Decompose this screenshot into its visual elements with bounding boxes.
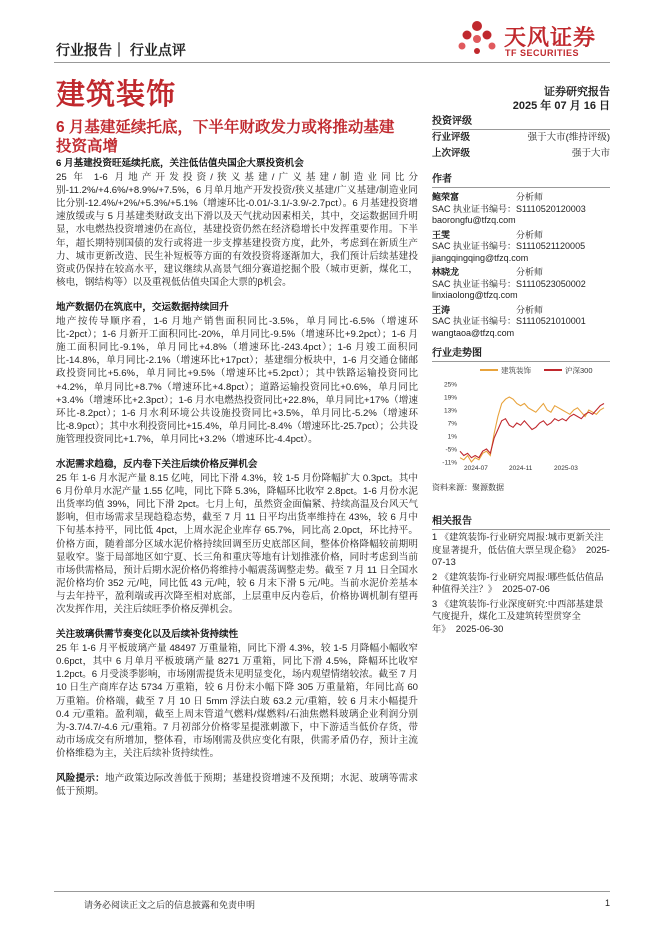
risk-body: 地产政策边际改善低于预期；基建投资增速不及预期；水泥、玻璃等需求低于预期。: [56, 773, 419, 798]
section-body: 地产按传导顺序看，1-6 月地产销售面积同比-3.5%，单月同比-6.5%（增速环比-2pct）；1-6 月新开工面积同比-20%，单月同比-9.5%（增速环比+9.2pct）；1-6 月施工面积同比-9.1%，单月同比+4.8%（增速环比-243.4pct）；1-6 月竣工面积同比-14.8%，单月同比-2.1%（增速环比+17pct）；基建细分板块中，1-6 月交通仓储邮政投资同比+5.6%，单月同比+9.5%（增速环比+5.2pct）；其中铁路运输投资同比+4.2%，单月同比+8.7%（增速环比+4.8pct）；道路运输投资同比+0.6%，单月同比+3.4%（增速环比+2.3pct）；1-6 月水电燃热投资同比+22.8%，单月同比+17%（增速环比-8.2pct）；1-6 月水利环境公共设施投资同比+3.5%，单月同比-5.2%（增速环比-8.9pct）；其中水利投资同比+15.4%，单月同比-8.4%（增速环比-25.7pct）；公共设施管理投资同比+1.7%，单月同比+3.2%（增速环比-4.4pct）。: [56, 316, 418, 445]
section-heading: 关注玻璃供需节奏变化以及后续补货持续性: [56, 629, 239, 641]
section-4: [56, 628, 418, 760]
related-report-date: 2025-07-13: [432, 544, 610, 567]
trend-chart-svg: [432, 362, 610, 478]
risk-section: [56, 772, 418, 798]
related-report-title[interactable]: 3 《建筑装饰-行业深度研究:中西部基建景气度提升，煤化工及建筑转型贯穿全年》: [432, 598, 604, 634]
section-body: 25 年 1-6 月平板玻璃产量 48497 万重量箱，同比下滑 4.3%，较 1-5 月降幅小幅收窄 0.6pct，其中 6 月单月平板玻璃产量 8271 万重箱，同比下滑 4.5%，降幅环比收窄 1.2pct。6 月受淡季影响，市场刚需提货未见明显变化，场内观望情绪较浓。截至 7 月 10 日生产商库存达 5734 万重箱，较 6 月份末小幅下降 305 万重量箱，年同比高 60 万重箱。价格端，截至 7 月 10 日 5mm 浮法白玻 63.2 元/重箱，较 6 月末小幅提升 0.4 元/重箱。盈利端，截至上周末管道气燃料/煤燃料/石油焦燃料玻璃企业利润分别为-3.7/4.7/-4.6 元/重箱。7 月初部分价格零星提涨刺激下，中下游适当低价存货，带动市场成交有所增加，整体看，市场刚需及供应变化有限，供需矛盾仍存，预计主流价格维稳为主，关注后续补货持续性。: [56, 643, 418, 759]
report-title: 6 月基建延续托底，下半年财政发力或将推动基建投资高增: [56, 119, 395, 155]
y-tick-label: 7%: [447, 420, 457, 428]
report-category: 行业报告｜ 行业点评: [56, 42, 186, 58]
logo-cn-text: 天风证券: [504, 25, 597, 50]
y-tick-label: -11%: [442, 459, 457, 467]
rating-block: [432, 112, 610, 162]
last-rating-row: [432, 146, 610, 162]
risk-heading: 风险提示：: [56, 773, 105, 785]
author-list: [432, 192, 610, 339]
industry-rating-row: [432, 130, 610, 146]
legend-label: 沪深300: [565, 366, 593, 375]
section-3: [56, 458, 418, 616]
author-email[interactable]: jiangqingqing@tfzq.com: [432, 252, 529, 263]
related-report-date: 2025-07-06: [502, 584, 550, 594]
author-sac: SAC 执业证书编号：S1110523050002: [432, 278, 586, 289]
y-tick-label: 25%: [443, 381, 457, 389]
related-report-item[interactable]: [432, 531, 610, 569]
legend-label: 建筑装饰: [501, 366, 531, 375]
section-heading: 水泥需求趋稳，反内卷下关注后续价格反弹机会: [56, 458, 258, 470]
last-rating-label: 上次评级: [432, 148, 471, 159]
author-name: 鲍荣富: [432, 192, 460, 202]
author-role: 分析师: [516, 267, 544, 277]
author-email[interactable]: wangtaoa@tfzq.com: [432, 327, 515, 338]
author-sac: SAC 执业证书编号：S1110520120003: [432, 203, 586, 214]
industry-rating-value: 强于大市(维持评级): [527, 132, 610, 143]
related-report-date: 2025-06-30: [455, 623, 504, 634]
chart-source: 资料来源：聚源数据: [432, 483, 504, 492]
last-rating-value: 强于大市: [571, 148, 610, 159]
author-sac: SAC 执业证书编号：S1110521010001: [432, 316, 586, 326]
author-name: 王雯: [432, 229, 451, 240]
section-body: 25 年 1-6 月水泥产量 8.15 亿吨，同比下滑 4.3%，较 1-5 月份降幅扩大 0.3pct。其中 6 月份单月水泥产量 1.55 亿吨，同比下降 5.3%，降幅环比收窄 2.8pct。1-6 月份水泥出货率均值 39%，同比下滑 2pct。七月上旬，虽然资金面偏紧、持续高温及台风天气影响，但市场需求呈现趋稳态势，截至 7 月 11 日平均出货率维持在 43%，较 6 月中下旬基本持平，同比低 4pct，上周水泥企业库存 65.7%，同比高 2.0pct，环比持平。价格方面，随着部分区域水泥价格持续回调至历史底部区间，整体价格降幅较前期明显收窄。鉴于局部地区如宁夏、长三角和重庆等地有计划推涨价格，同时考虑到当前市场供需格局，预计后期水泥价格仍将维持小幅震荡调整走势。截至 7 月 11 日全国水泥价格均价 352 元/吨，同比低 43 元/吨，较 6 月末下滑 5 元/吨。当前水泥价差基本与去年持平，盈利端或再次降至相对底部，上层重申反内卷后，价格协调机制有望再次发挥作用，关注后续旺季价格反弹机会。: [56, 473, 418, 615]
author-role: 分析师: [516, 304, 544, 315]
related-list: [432, 531, 610, 637]
industry-rating-label: 行业评级: [432, 132, 471, 143]
authors-block: [432, 170, 610, 339]
report-type: 证券研究报告: [544, 86, 610, 98]
main-content: [56, 157, 418, 810]
y-tick-label: -5%: [445, 446, 457, 454]
related-report-item[interactable]: [432, 598, 610, 636]
x-tick-label: 2024-07: [464, 465, 488, 472]
author-role: 分析师: [516, 229, 544, 240]
brand-logo: [456, 18, 612, 62]
x-tick-label: 2024-11: [509, 465, 533, 472]
y-tick-label: 1%: [447, 433, 457, 441]
author-entry: [432, 192, 610, 227]
trend-chart: [432, 362, 610, 478]
section-heading: 6 月基建投资旺延续托底，关注低估值央国企大票投资机会: [56, 158, 304, 169]
related-heading-wrap: [432, 512, 610, 530]
footer-disclaimer: 请务必阅读正文之后的信息披露和免责申明: [84, 900, 256, 910]
rating-heading: 投资评级: [432, 112, 610, 130]
section-1: [56, 157, 418, 289]
x-tick-label: 2025-03: [554, 465, 578, 472]
y-tick-label: 19%: [443, 394, 457, 402]
trend-heading-wrap: [432, 344, 610, 362]
series-line-hs300: [460, 404, 604, 458]
footer-divider: [54, 891, 610, 892]
author-entry: [432, 305, 610, 340]
author-email[interactable]: baorongfu@tfzq.com: [432, 215, 516, 225]
section-heading: 地产数据仍在筑底中，交运数据持续回升: [56, 301, 229, 313]
header-divider: [54, 62, 610, 63]
related-report-title[interactable]: 2 《建筑装饰-行业研究周报:哪些低估值品种值得关注？》: [432, 571, 604, 594]
author-entry: [432, 230, 610, 265]
section-2: [56, 301, 418, 446]
author-role: 分析师: [516, 192, 544, 202]
author-entry: [432, 267, 610, 302]
authors-heading: 作者: [432, 170, 610, 188]
related-heading: 相关报告: [432, 512, 610, 530]
report-date: 2025 年 07 月 16 日: [512, 100, 610, 112]
y-tick-label: 13%: [443, 407, 457, 415]
author-name: 林晓龙: [432, 267, 460, 277]
related-report-item[interactable]: [432, 571, 610, 596]
author-email[interactable]: linxiaolong@tfzq.com: [432, 290, 518, 300]
logo-en-text: TF SECURITIES: [505, 48, 580, 58]
author-name: 王涛: [432, 304, 451, 315]
sector-title: 建筑装饰: [56, 79, 177, 111]
page-number: 1: [604, 898, 610, 908]
related-report-title[interactable]: 1 《建筑装饰-行业研究周报:城市更新关注度显著提升，低估值大票呈现企稳》: [432, 532, 604, 555]
tf-logo-icon: [456, 18, 498, 62]
trend-heading: 行业走势图: [432, 344, 610, 362]
section-body: 25 年 1-6 月地产开发投资/狭义基建/广义基建/制造业同比分别-11.2%/+4.6%/+8.9%/+7.5%，6 月单月地产开发投资/狭义基建/广义基建/制造业同比分别-12.4%/+2%/+5.3%/+5.1%（增速环比-0.01/-3.1/-3.9/-2.7pct）。6 月基建投资增速放缓或与 5 月基建类财政支出下滑以及天气扰动因素相关，其中，交运数据回升明显，水电燃热投资增速仍在高位，基建投资仍然在经济稳增长中发挥重要作用。下半年，超长期特别国债的发行或将进一步支撑基建投资方度，此外，考虑到在新质生产力、城市更新改造、民生补短板等方面的有效投资将逐渐加大，我们预计后续基建投资或仍保持在较高水平，建议继续从高景气细分赛道挖掘个股（城市更新，煤化工，核电，钢结构等）以及重视低估值央国企大票的β机会。: [56, 172, 418, 288]
author-sac: SAC 执业证书编号：S1110521120005: [432, 241, 586, 251]
